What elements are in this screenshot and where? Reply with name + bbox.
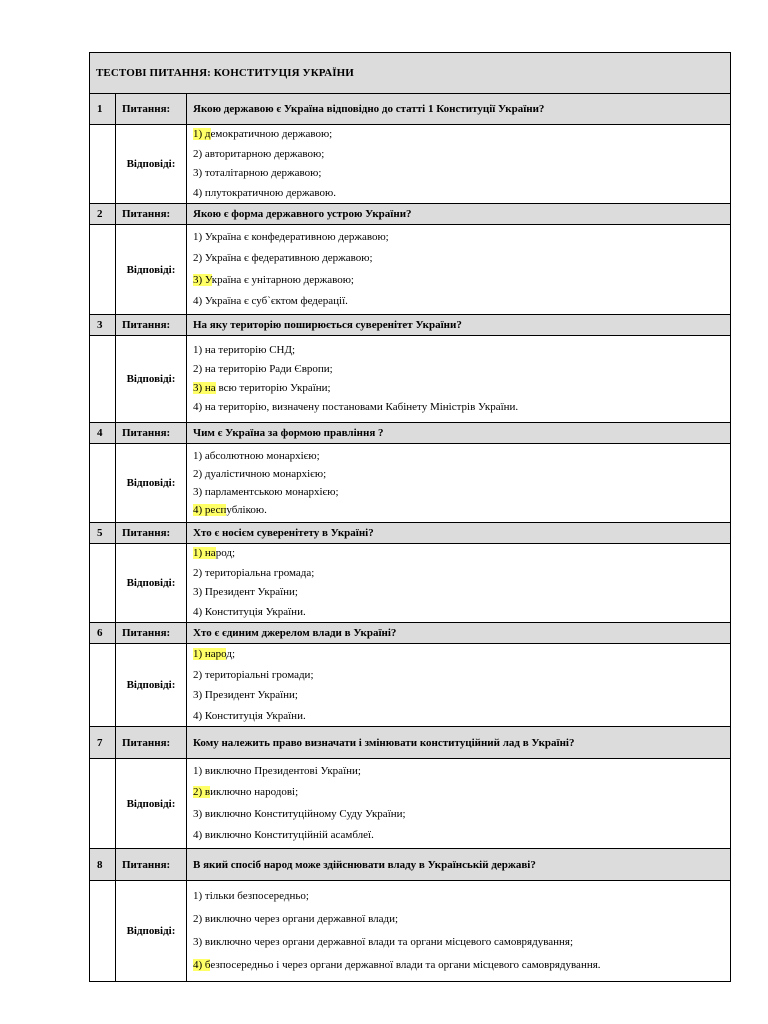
answers-cell — [187, 644, 731, 727]
question-text: Кому належить право визначати і змінювати конституційний лад в Україні? — [187, 727, 731, 759]
answer-text: иключно народові; — [210, 786, 299, 798]
answers-label: Відповіді: — [116, 336, 187, 423]
question-label: Питання: — [116, 623, 187, 644]
answer-option — [193, 465, 724, 483]
answer-text: езпосередньо і через органи державної влади та органи місцевого самоврядування. — [210, 959, 601, 971]
question-text: Чим є Україна за формою правління ? — [187, 423, 731, 444]
answer-text: д; — [226, 648, 236, 660]
answers-row — [90, 644, 731, 727]
answer-option — [193, 931, 724, 954]
answer-option — [193, 825, 724, 847]
quiz-body — [90, 53, 731, 982]
answer-text: 4) на територію, визначену постановами Кабінету Міністрів України. — [193, 401, 519, 413]
answers-row — [90, 125, 731, 204]
answer-text: 1) тільки безпосередньо; — [193, 890, 309, 902]
answer-text: емократичною державою; — [210, 128, 333, 140]
answer-text: 3) тоталітарною державою; — [193, 167, 322, 179]
answer-text: 3) Президент України; — [193, 689, 298, 701]
question-text: Якою є форма державного устрою України? — [187, 204, 731, 225]
answer-option — [193, 483, 724, 501]
answer-option — [193, 341, 724, 360]
document-title: ТЕСТОВІ ПИТАННЯ: КОНСТИТУЦІЯ УКРАЇНИ — [90, 53, 731, 94]
question-label: Питання: — [116, 204, 187, 225]
answers-label: Відповіді: — [116, 125, 187, 204]
empty-number-cell — [90, 125, 116, 204]
answers-cell — [187, 225, 731, 315]
answer-option — [193, 954, 724, 977]
empty-number-cell — [90, 336, 116, 423]
answer-text: 4) Конституція України. — [193, 605, 306, 618]
question-number: 6 — [90, 623, 116, 644]
answers-label: Відповіді: — [116, 759, 187, 849]
answer-option — [193, 360, 724, 379]
answer-option — [193, 447, 724, 465]
answer-text: 2) дуалістичною монархією; — [193, 468, 327, 480]
answer-option — [193, 379, 724, 398]
question-number: 5 — [90, 523, 116, 544]
answer-option — [193, 665, 724, 686]
answers-row — [90, 225, 731, 315]
answer-option — [193, 761, 724, 783]
question-label: Питання: — [116, 315, 187, 336]
question-number: 2 — [90, 204, 116, 225]
answer-text: країна є унітарною державою; — [211, 273, 354, 286]
answer-text: 4) виключно Конституційній асамблеї. — [193, 829, 374, 841]
answer-option — [193, 125, 724, 145]
question-number: 3 — [90, 315, 116, 336]
answer-option — [193, 603, 724, 623]
answer-option — [193, 583, 724, 603]
answer-option — [193, 706, 724, 727]
answer-text: 1) на територію СНД; — [193, 344, 296, 356]
answers-cell — [187, 444, 731, 523]
answers-label: Відповіді: — [116, 225, 187, 315]
empty-number-cell — [90, 225, 116, 315]
question-text: Якою державою є Україна відповідно до статті 1 Конституції України? — [187, 94, 731, 125]
answer-text: 4) Україна є суб`єктом федерації. — [193, 295, 348, 307]
answer-option — [193, 248, 724, 270]
correct-answer-highlight: 4) респ — [193, 504, 227, 516]
question-row — [90, 204, 731, 225]
correct-answer-highlight: 1) д — [193, 128, 211, 140]
answers-label: Відповіді: — [116, 544, 187, 623]
answer-text: 2) територіальні громади; — [193, 668, 314, 681]
answer-text: ублікою. — [226, 504, 267, 516]
question-number: 7 — [90, 727, 116, 759]
answers-row — [90, 759, 731, 849]
question-text: Хто є єдиним джерелом влади в Україні? — [187, 623, 731, 644]
answer-option — [193, 291, 724, 313]
question-number: 4 — [90, 423, 116, 444]
empty-number-cell — [90, 881, 116, 982]
question-row — [90, 849, 731, 881]
question-row — [90, 315, 731, 336]
answers-row — [90, 881, 731, 982]
question-row — [90, 727, 731, 759]
answer-text: 1) абсолютною монархією; — [193, 450, 320, 462]
answers-cell — [187, 759, 731, 849]
answers-cell — [187, 881, 731, 982]
answer-text: 3) виключно через органи державної влади та органи місцевого самоврядування; — [193, 936, 574, 948]
answer-option — [193, 564, 724, 584]
answers-label: Відповіді: — [116, 444, 187, 523]
empty-number-cell — [90, 759, 116, 849]
answers-cell — [187, 336, 731, 423]
question-row — [90, 423, 731, 444]
question-label: Питання: — [116, 423, 187, 444]
question-row — [90, 94, 731, 125]
answer-option — [193, 685, 724, 706]
question-row — [90, 523, 731, 544]
empty-number-cell — [90, 544, 116, 623]
answers-row — [90, 336, 731, 423]
correct-answer-highlight: 2) в — [193, 786, 211, 798]
title-row — [90, 53, 731, 94]
answer-option — [193, 885, 724, 908]
answer-text: 2) авторитарною державою; — [193, 147, 325, 160]
answer-text: 1) Україна є конфедеративною державою; — [193, 230, 389, 243]
question-text: На яку територію поширюється суверенітет України? — [187, 315, 731, 336]
correct-answer-highlight: 4) б — [193, 959, 211, 971]
answer-text: 2) виключно через органи державної влади; — [193, 913, 399, 925]
correct-answer-highlight: 1) на — [193, 547, 216, 559]
answer-option — [193, 164, 724, 184]
answer-option — [193, 644, 724, 665]
answer-text: род; — [215, 547, 236, 559]
answer-text: 3) виключно Конституційному Суду України; — [193, 807, 406, 820]
answer-option — [193, 145, 724, 165]
answer-text: 4) Конституція України. — [193, 709, 306, 722]
correct-answer-highlight: 1) наро — [193, 648, 227, 660]
question-number: 8 — [90, 849, 116, 881]
question-label: Питання: — [116, 523, 187, 544]
answer-option — [193, 908, 724, 931]
quiz-table — [89, 52, 731, 982]
question-label: Питання: — [116, 849, 187, 881]
correct-answer-highlight: 3) на — [193, 382, 216, 394]
answers-cell — [187, 544, 731, 623]
answers-label: Відповіді: — [116, 881, 187, 982]
question-number: 1 — [90, 94, 116, 125]
question-label: Питання: — [116, 727, 187, 759]
answers-label: Відповіді: — [116, 644, 187, 727]
answer-option — [193, 544, 724, 564]
correct-answer-highlight: 3) У — [193, 273, 212, 286]
answer-text: 2) територіальна громада; — [193, 566, 315, 579]
empty-number-cell — [90, 444, 116, 523]
answers-cell — [187, 125, 731, 204]
answer-text: 1) виключно Президентові України; — [193, 764, 361, 777]
answer-option — [193, 184, 724, 204]
question-text: Хто є носієм суверенітету в Україні? — [187, 523, 731, 544]
answer-option — [193, 398, 724, 417]
answer-text: всю територію України; — [215, 382, 331, 394]
answers-row — [90, 544, 731, 623]
answer-option — [193, 501, 724, 519]
answer-text: 2) на територію Ради Європи; — [193, 363, 333, 375]
answer-text: 2) Україна є федеративною державою; — [193, 252, 373, 264]
question-label: Питання: — [116, 94, 187, 125]
empty-number-cell — [90, 644, 116, 727]
answer-text: 3) Президент України; — [193, 586, 298, 598]
answer-option — [193, 782, 724, 804]
answer-option — [193, 804, 724, 826]
answer-option — [193, 227, 724, 249]
question-text: В який спосіб народ може здійснювати владу в Українській державі? — [187, 849, 731, 881]
answers-row — [90, 444, 731, 523]
answer-option — [193, 270, 724, 292]
question-row — [90, 623, 731, 644]
answer-text: 3) парламентською монархією; — [193, 486, 339, 498]
answer-text: 4) плутократичною державою. — [193, 186, 337, 199]
